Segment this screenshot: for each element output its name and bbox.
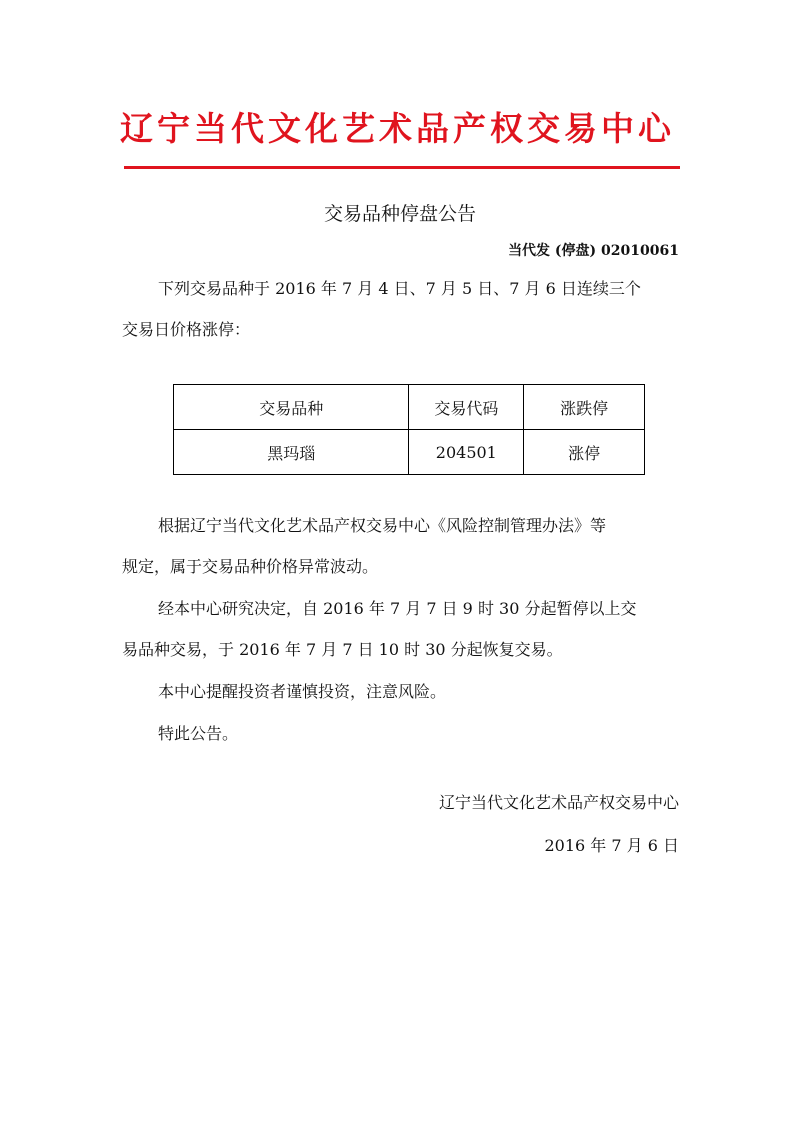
cell-limit-status: 涨停 (524, 430, 645, 475)
notice-title: 交易品种停盘公告 (323, 203, 476, 225)
paragraph-basis-line-1: 根据辽宁当代文化艺术品产权交易中心《风险控制管理办法》等 (158, 516, 607, 535)
cell-item-code: 204501 (409, 430, 524, 475)
header-cell-item: 交易品种 (174, 385, 409, 430)
paragraph-basis-line-2: 规定，属于交易品种价格异常波动。 (122, 557, 379, 576)
paragraph-intro (122, 268, 682, 350)
table-header-row (174, 385, 645, 430)
paragraph-basis (122, 505, 682, 587)
paragraph-decision-line-2: 易品种交易，于 2016 年 7 月 7 日 10 时 30 分起恢复交易。 (122, 640, 563, 659)
header-cell-code: 交易代码 (409, 385, 524, 430)
paragraph-risk (122, 671, 682, 712)
header-cell-limit: 涨跌停 (524, 385, 645, 430)
paragraph-closing (122, 713, 682, 754)
header-org-name: 辽宁当代文化艺术品产权交易中心 (120, 109, 675, 148)
paragraph-decision (122, 588, 682, 670)
paragraph-closing-text: 特此公告。 (158, 724, 239, 743)
table-row (174, 430, 645, 475)
header-red-rule (124, 166, 680, 169)
paragraph-decision-line-1: 经本中心研究决定，自 2016 年 7 月 7 日 9 时 30 分起暂停以上交 (158, 599, 637, 618)
document-number: 当代发 (停盘) 02010061 (508, 243, 679, 259)
cell-item-name: 黑玛瑙 (174, 430, 409, 475)
suspended-items-table (173, 384, 645, 475)
paragraph-risk-text: 本中心提醒投资者谨慎投资，注意风险。 (158, 682, 447, 701)
paragraph-intro-line-2: 交易日价格涨停： (122, 320, 251, 339)
signature-org: 辽宁当代文化艺术品产权交易中心 (438, 793, 679, 812)
paragraph-intro-line-1: 下列交易品种于 2016 年 7 月 4 日、7 月 5 日、7 月 6 日连续三个 (158, 279, 641, 298)
signature-date: 2016 年 7 月 6 日 (544, 836, 679, 855)
